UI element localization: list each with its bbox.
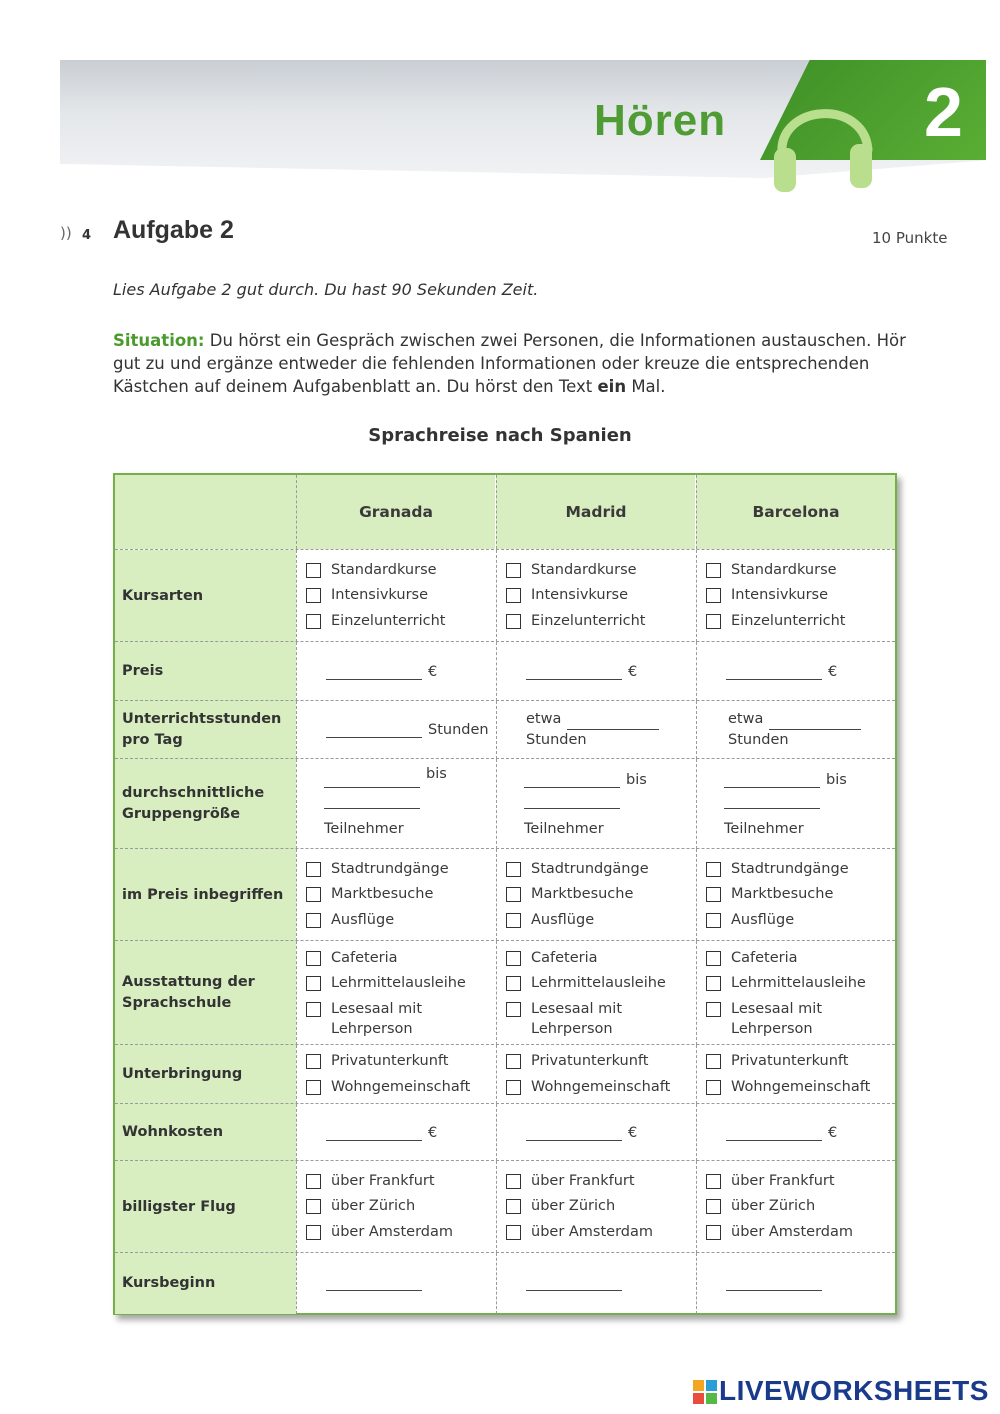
table-title: Sprachreise nach Spanien <box>368 425 632 446</box>
answer-blank[interactable] <box>526 1126 622 1141</box>
answer-table <box>113 473 897 1315</box>
checkbox-icon[interactable] <box>506 563 521 578</box>
checkbox-option[interactable]: Wohngemeinschaft <box>306 1075 495 1101</box>
gruppe-madrid: bis Teilnehmer <box>496 759 695 849</box>
answer-blank[interactable] <box>769 715 861 730</box>
kursbeginn-barcelona <box>696 1253 895 1314</box>
city-granada: Granada <box>296 475 495 549</box>
row-label: durchschnittliche Gruppengröße <box>115 759 296 849</box>
checkbox-icon[interactable] <box>706 1054 721 1069</box>
gruppe-granada: bis Teilnehmer <box>296 759 495 849</box>
row-stunden <box>115 700 895 759</box>
checkbox-icon[interactable] <box>306 563 321 578</box>
city-madrid: Madrid <box>496 475 695 549</box>
row-label: Unterbringung <box>115 1045 296 1104</box>
row-label: Unterrichtsstunden pro Tag <box>115 701 296 759</box>
wohnkosten-madrid: € <box>496 1104 695 1161</box>
row-label: Preis <box>115 642 296 701</box>
checkbox-option[interactable]: über Amsterdam <box>306 1220 495 1246</box>
checkbox-icon[interactable] <box>506 1225 521 1240</box>
checkbox-option[interactable]: über Amsterdam <box>706 1220 895 1246</box>
checkbox-icon[interactable] <box>306 976 321 991</box>
answer-blank[interactable] <box>524 773 620 788</box>
checkbox-icon[interactable] <box>306 887 321 902</box>
row-flug <box>115 1160 895 1253</box>
checkbox-icon[interactable] <box>506 1002 521 1017</box>
checkbox-option[interactable]: Ausflüge <box>506 908 695 934</box>
answer-blank[interactable] <box>526 1276 622 1291</box>
inbegriffen-barcelona <box>696 849 895 941</box>
row-ausstattung <box>115 940 895 1045</box>
checkbox-icon[interactable] <box>706 1080 721 1095</box>
unterbringung-granada <box>296 1045 495 1104</box>
row-label: billigster Flug <box>115 1161 296 1253</box>
kursarten-barcelona <box>696 550 895 642</box>
checkbox-option[interactable]: Privatunterkunft <box>506 1049 695 1075</box>
checkbox-option[interactable]: Stadtrundgänge <box>306 857 495 883</box>
answer-blank[interactable] <box>324 773 420 788</box>
checkbox-option[interactable]: über Frankfurt <box>506 1169 695 1195</box>
checkbox-icon[interactable] <box>706 1225 721 1240</box>
row-label: Wohnkosten <box>115 1104 296 1161</box>
checkbox-option[interactable]: über Frankfurt <box>306 1169 495 1195</box>
row-label: Kursbeginn <box>115 1253 296 1314</box>
liveworksheets-brand[interactable]: LIVEWORKSHEETS <box>719 1375 989 1406</box>
checkbox-icon[interactable] <box>706 1174 721 1189</box>
checkbox-option[interactable]: über Zürich <box>306 1194 495 1220</box>
checkbox-option[interactable]: Marktbesuche <box>706 882 895 908</box>
answer-blank[interactable] <box>326 665 422 680</box>
kursbeginn-granada <box>296 1253 495 1314</box>
checkbox-option[interactable]: Ausflüge <box>706 908 895 934</box>
audio-track-number: 4 <box>82 228 92 243</box>
checkbox-option[interactable]: Wohngemeinschaft <box>706 1075 895 1101</box>
checkbox-icon[interactable] <box>706 951 721 966</box>
answer-blank[interactable] <box>524 794 620 809</box>
task-title: Aufgabe 2 <box>113 216 234 244</box>
checkbox-icon[interactable] <box>506 588 521 603</box>
checkbox-icon[interactable] <box>706 563 721 578</box>
gruppe-barcelona: bis Teilnehmer <box>696 759 895 849</box>
row-unterbringung <box>115 1044 895 1104</box>
checkbox-icon[interactable] <box>506 1080 521 1095</box>
kursbeginn-madrid <box>496 1253 695 1314</box>
unterbringung-madrid <box>496 1045 695 1104</box>
checkbox-icon[interactable] <box>506 862 521 877</box>
stunden-madrid: etwa Stunden <box>496 701 695 759</box>
checkbox-icon[interactable] <box>306 1174 321 1189</box>
checkbox-option[interactable]: Lesesaal mit <box>306 997 495 1023</box>
checkbox-option[interactable]: Standardkurse <box>706 558 895 584</box>
checkbox-icon[interactable] <box>306 588 321 603</box>
checkbox-icon[interactable] <box>306 1199 321 1214</box>
checkbox-icon[interactable] <box>706 862 721 877</box>
checkbox-option[interactable]: Cafeteria <box>706 946 895 972</box>
row-gruppe <box>115 758 895 849</box>
checkbox-option[interactable]: Lehrmittelausleihe <box>706 971 895 997</box>
checkbox-icon[interactable] <box>706 614 721 629</box>
row-preis <box>115 641 895 701</box>
answer-blank[interactable] <box>526 665 622 680</box>
checkbox-option[interactable]: Marktbesuche <box>306 882 495 908</box>
row-label: Kursarten <box>115 550 296 642</box>
table-header-row <box>115 475 895 549</box>
header-corner <box>115 475 296 549</box>
checkbox-icon[interactable] <box>306 1080 321 1095</box>
answer-blank[interactable] <box>567 715 659 730</box>
checkbox-icon[interactable] <box>306 1225 321 1240</box>
checkbox-icon[interactable] <box>706 1199 721 1214</box>
wohnkosten-barcelona: € <box>696 1104 895 1161</box>
checkbox-icon[interactable] <box>506 887 521 902</box>
checkbox-option[interactable]: Standardkurse <box>506 558 695 584</box>
situation-label: Situation: <box>113 331 205 350</box>
inbegriffen-granada <box>296 849 495 941</box>
row-kursbeginn <box>115 1252 895 1314</box>
checkbox-icon[interactable] <box>306 1002 321 1017</box>
preis-granada: € <box>296 642 495 701</box>
checkbox-icon[interactable] <box>706 976 721 991</box>
situation-text: Situation: Du hörst ein Gespräch zwischen zwei Personen, die Informationen austauschen. Hör gut zu und ergänze entweder die fehlenden Informationen oder kreuze die entsprechenden Kästchen auf deinem Aufgabenblatt an. Du hörst den Text ein Mal. <box>113 331 906 396</box>
checkbox-icon[interactable] <box>506 1174 521 1189</box>
checkbox-icon[interactable] <box>506 1199 521 1214</box>
section-title: Hören <box>594 96 727 145</box>
answer-blank[interactable] <box>724 773 820 788</box>
answer-blank[interactable] <box>326 1276 422 1291</box>
unterbringung-barcelona <box>696 1045 895 1104</box>
checkbox-option[interactable]: über Zürich <box>506 1194 695 1220</box>
checkbox-option[interactable]: Privatunterkunft <box>306 1049 495 1075</box>
checkbox-option[interactable]: Marktbesuche <box>506 882 695 908</box>
wohnkosten-granada: € <box>296 1104 495 1161</box>
checkbox-icon[interactable] <box>506 951 521 966</box>
checkbox-option[interactable]: Einzelunterricht <box>506 609 695 635</box>
checkbox-option[interactable]: Privatunterkunft <box>706 1049 895 1075</box>
row-kursarten <box>115 549 895 642</box>
audio-track-icon[interactable]: )) <box>60 224 72 242</box>
row-label: Ausstattung der Sprachschule <box>115 941 296 1045</box>
stunden-barcelona: etwa Stunden <box>696 701 895 759</box>
checkbox-icon[interactable] <box>506 614 521 629</box>
headphones-icon <box>768 84 878 199</box>
flug-granada <box>296 1161 495 1253</box>
ausstattung-barcelona: Cafeteria Lehrmittelausleihe Lesesaal mit Lehrperson <box>696 941 895 1045</box>
task-points: 10 Punkte <box>872 229 948 247</box>
answer-blank[interactable] <box>726 1126 822 1141</box>
ausstattung-madrid: Cafeteria Lehrmittelausleihe Lesesaal mit Lehrperson <box>496 941 695 1045</box>
section-number: 2 <box>924 73 963 151</box>
city-barcelona: Barcelona <box>696 475 895 549</box>
checkbox-option[interactable]: Lehrmittelausleihe <box>506 971 695 997</box>
checkbox-icon[interactable] <box>306 951 321 966</box>
preis-madrid: € <box>496 642 695 701</box>
answer-blank[interactable] <box>326 1126 422 1141</box>
checkbox-icon[interactable] <box>506 976 521 991</box>
preis-barcelona: € <box>696 642 895 701</box>
checkbox-icon[interactable] <box>706 588 721 603</box>
answer-blank[interactable] <box>726 1276 822 1291</box>
checkbox-option[interactable]: Wohngemeinschaft <box>506 1075 695 1101</box>
stunden-granada: Stunden <box>296 701 495 759</box>
checkbox-icon[interactable] <box>706 913 721 928</box>
checkbox-option[interactable]: Intensivkurse <box>506 583 695 609</box>
answer-blank[interactable] <box>724 794 820 809</box>
flug-barcelona <box>696 1161 895 1253</box>
row-inbegriffen <box>115 848 895 941</box>
answer-blank[interactable] <box>324 794 420 809</box>
checkbox-icon[interactable] <box>706 887 721 902</box>
checkbox-option[interactable]: Einzelunterricht <box>706 609 895 635</box>
checkbox-option[interactable]: Einzelunterricht <box>306 609 495 635</box>
liveworksheets-logo-icon <box>693 1380 717 1404</box>
row-label: im Preis inbegriffen <box>115 849 296 941</box>
checkbox-option[interactable]: Ausflüge <box>306 908 495 934</box>
checkbox-option[interactable]: Lehrmittelausleihe <box>306 971 495 997</box>
checkbox-option[interactable]: Intensivkurse <box>706 583 895 609</box>
checkbox-option[interactable]: Cafeteria <box>306 946 495 972</box>
answer-blank[interactable] <box>326 723 422 738</box>
checkbox-option[interactable]: Lesesaal mit <box>706 997 895 1023</box>
inbegriffen-madrid <box>496 849 695 941</box>
checkbox-option[interactable]: Stadtrundgänge <box>706 857 895 883</box>
checkbox-icon[interactable] <box>306 913 321 928</box>
checkbox-icon[interactable] <box>506 913 521 928</box>
checkbox-option[interactable]: Intensivkurse <box>306 583 495 609</box>
checkbox-icon[interactable] <box>306 862 321 877</box>
checkbox-icon[interactable] <box>306 614 321 629</box>
checkbox-option[interactable]: Lesesaal mit <box>506 997 695 1023</box>
checkbox-option[interactable]: Standardkurse <box>306 558 495 584</box>
checkbox-option[interactable]: über Zürich <box>706 1194 895 1220</box>
row-wohnkosten <box>115 1103 895 1161</box>
kursarten-madrid <box>496 550 695 642</box>
task-instruction: Lies Aufgabe 2 gut durch. Du hast 90 Sekunden Zeit. <box>113 280 539 299</box>
checkbox-option[interactable]: über Frankfurt <box>706 1169 895 1195</box>
kursarten-granada <box>296 550 495 642</box>
checkbox-option[interactable]: Cafeteria <box>506 946 695 972</box>
ausstattung-granada: Cafeteria Lehrmittelausleihe Lesesaal mit Lehrperson <box>296 941 495 1045</box>
checkbox-option[interactable]: über Amsterdam <box>506 1220 695 1246</box>
answer-blank[interactable] <box>726 665 822 680</box>
checkbox-icon[interactable] <box>506 1054 521 1069</box>
checkbox-icon[interactable] <box>706 1002 721 1017</box>
checkbox-option[interactable]: Stadtrundgänge <box>506 857 695 883</box>
checkbox-icon[interactable] <box>306 1054 321 1069</box>
flug-madrid <box>496 1161 695 1253</box>
